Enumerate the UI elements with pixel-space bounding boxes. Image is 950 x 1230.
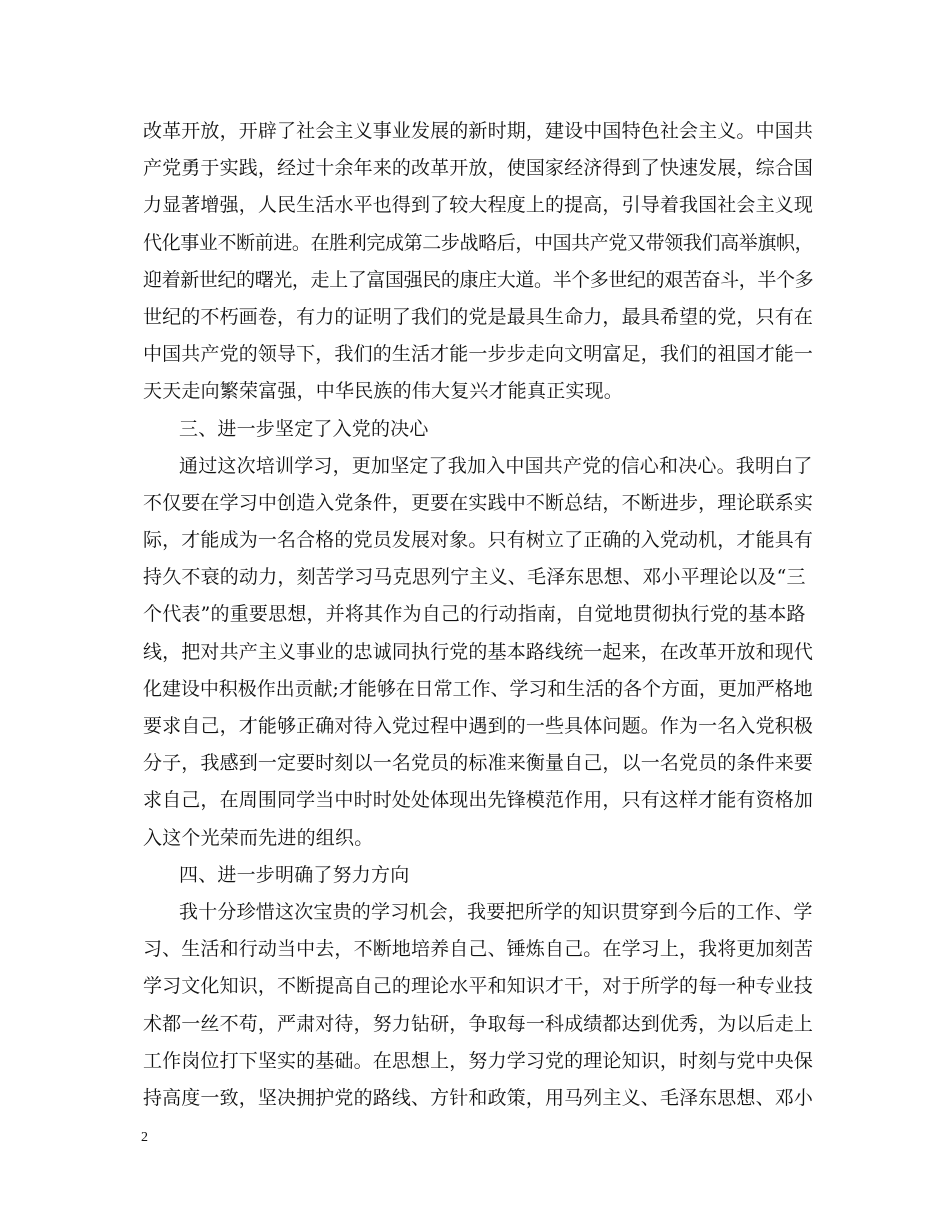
text-line: 世纪的不朽画卷，有力的证明了我们的党是最具生命力，最具希望的党，只有在 xyxy=(143,305,814,328)
text-line: 通过这次培训学习，更加坚定了我加入中国共产党的信心和决心。我明白了 xyxy=(179,454,813,477)
text-line: 持久不衰的动力，刻苦学习马克思列宁主义、毛泽东思想、邓小平理论以及“三 xyxy=(143,566,806,589)
text-line: 持高度一致，坚决拥护党的路线、方针和政策，用马列主义、毛泽东思想、邓小 xyxy=(143,1086,814,1109)
document-body xyxy=(143,116,813,1120)
text-line: 求自己，在周围同学当中时时处处体现出先锋模范作用，只有这样才能有资格加 xyxy=(143,789,814,812)
text-line: 我十分珍惜这次宝贵的学习机会，我要把所学的知识贯穿到今后的工作、学 xyxy=(179,900,813,923)
text-line: 线，把对共产主义事业的忠诚同执行党的基本路线统一起来，在改革开放和现代 xyxy=(143,640,814,663)
text-line: 改革开放，开辟了社会主义事业发展的新时期，建设中国特色社会主义。中国共 xyxy=(143,120,814,142)
text-line: 化建设中积极作出贡献;才能够在日常工作、学习和生活的各个方面，更加严格地 xyxy=(143,677,813,700)
text-line: 不仅要在学习中创造入党条件，更要在实践中不断总结，不断进步，理论联系实 xyxy=(143,491,814,514)
text-line: 个代表”的重要思想，并将其作为自己的行动指南，自觉地贯彻执行党的基本路 xyxy=(143,603,806,626)
text-line: 要求自己，才能够正确对待入党过程中遇到的一些具体问题。作为一名入党积极 xyxy=(143,715,814,737)
text-line: 代化事业不断前进。在胜利完成第二步战略后，中国共产党又带领我们高举旗帜， xyxy=(143,231,814,254)
text-line: 迎着新世纪的曙光，走上了富国强民的康庄大道。半个多世纪的艰苦奋斗，半个多 xyxy=(143,268,814,291)
text-line: 天天走向繁荣富强，中华民族的伟大复兴才能真正实现。 xyxy=(143,380,624,403)
text-line: 分子，我感到一定要时刻以一名党员的标准来衡量自己，以一名党员的条件来要 xyxy=(143,752,814,775)
text-line: 三、进一步坚定了入党的决心 xyxy=(179,417,429,440)
text-line: 学习文化知识，不断提高自己的理论水平和知识才干，对于所学的每一种专业技 xyxy=(143,975,814,998)
text-line: 际，才能成为一名合格的党员发展对象。只有树立了正确的入党动机，才能具有 xyxy=(143,529,814,552)
text-line: 四、进一步明确了努力方向 xyxy=(179,863,410,886)
text-line: 产党勇于实践，经过十余年来的改革开放，使国家经济得到了快速发展，综合国 xyxy=(143,157,814,180)
text-line: 力显著增强，人民生活水平也得到了较大程度上的提高，引导着我国社会主义现 xyxy=(143,194,814,217)
text-line: 术都一丝不苟，严肃对待，努力钻研，争取每一科成绩都达到优秀，为以后走上 xyxy=(143,1012,814,1035)
text-line: 中国共产党的领导下，我们的生活才能一步步走向文明富足，我们的祖国才能一 xyxy=(143,343,814,366)
text-line: 习、生活和行动当中去，不断地培养自己、锤炼自己。在学习上，我将更加刻苦 xyxy=(143,938,814,961)
text-line: 入这个光荣而先进的组织。 xyxy=(143,826,374,849)
text-line: 工作岗位打下坚实的基础。在思想上，努力学习党的理论知识，时刻与党中央保 xyxy=(143,1049,814,1072)
page-number: 2 xyxy=(141,1130,148,1145)
